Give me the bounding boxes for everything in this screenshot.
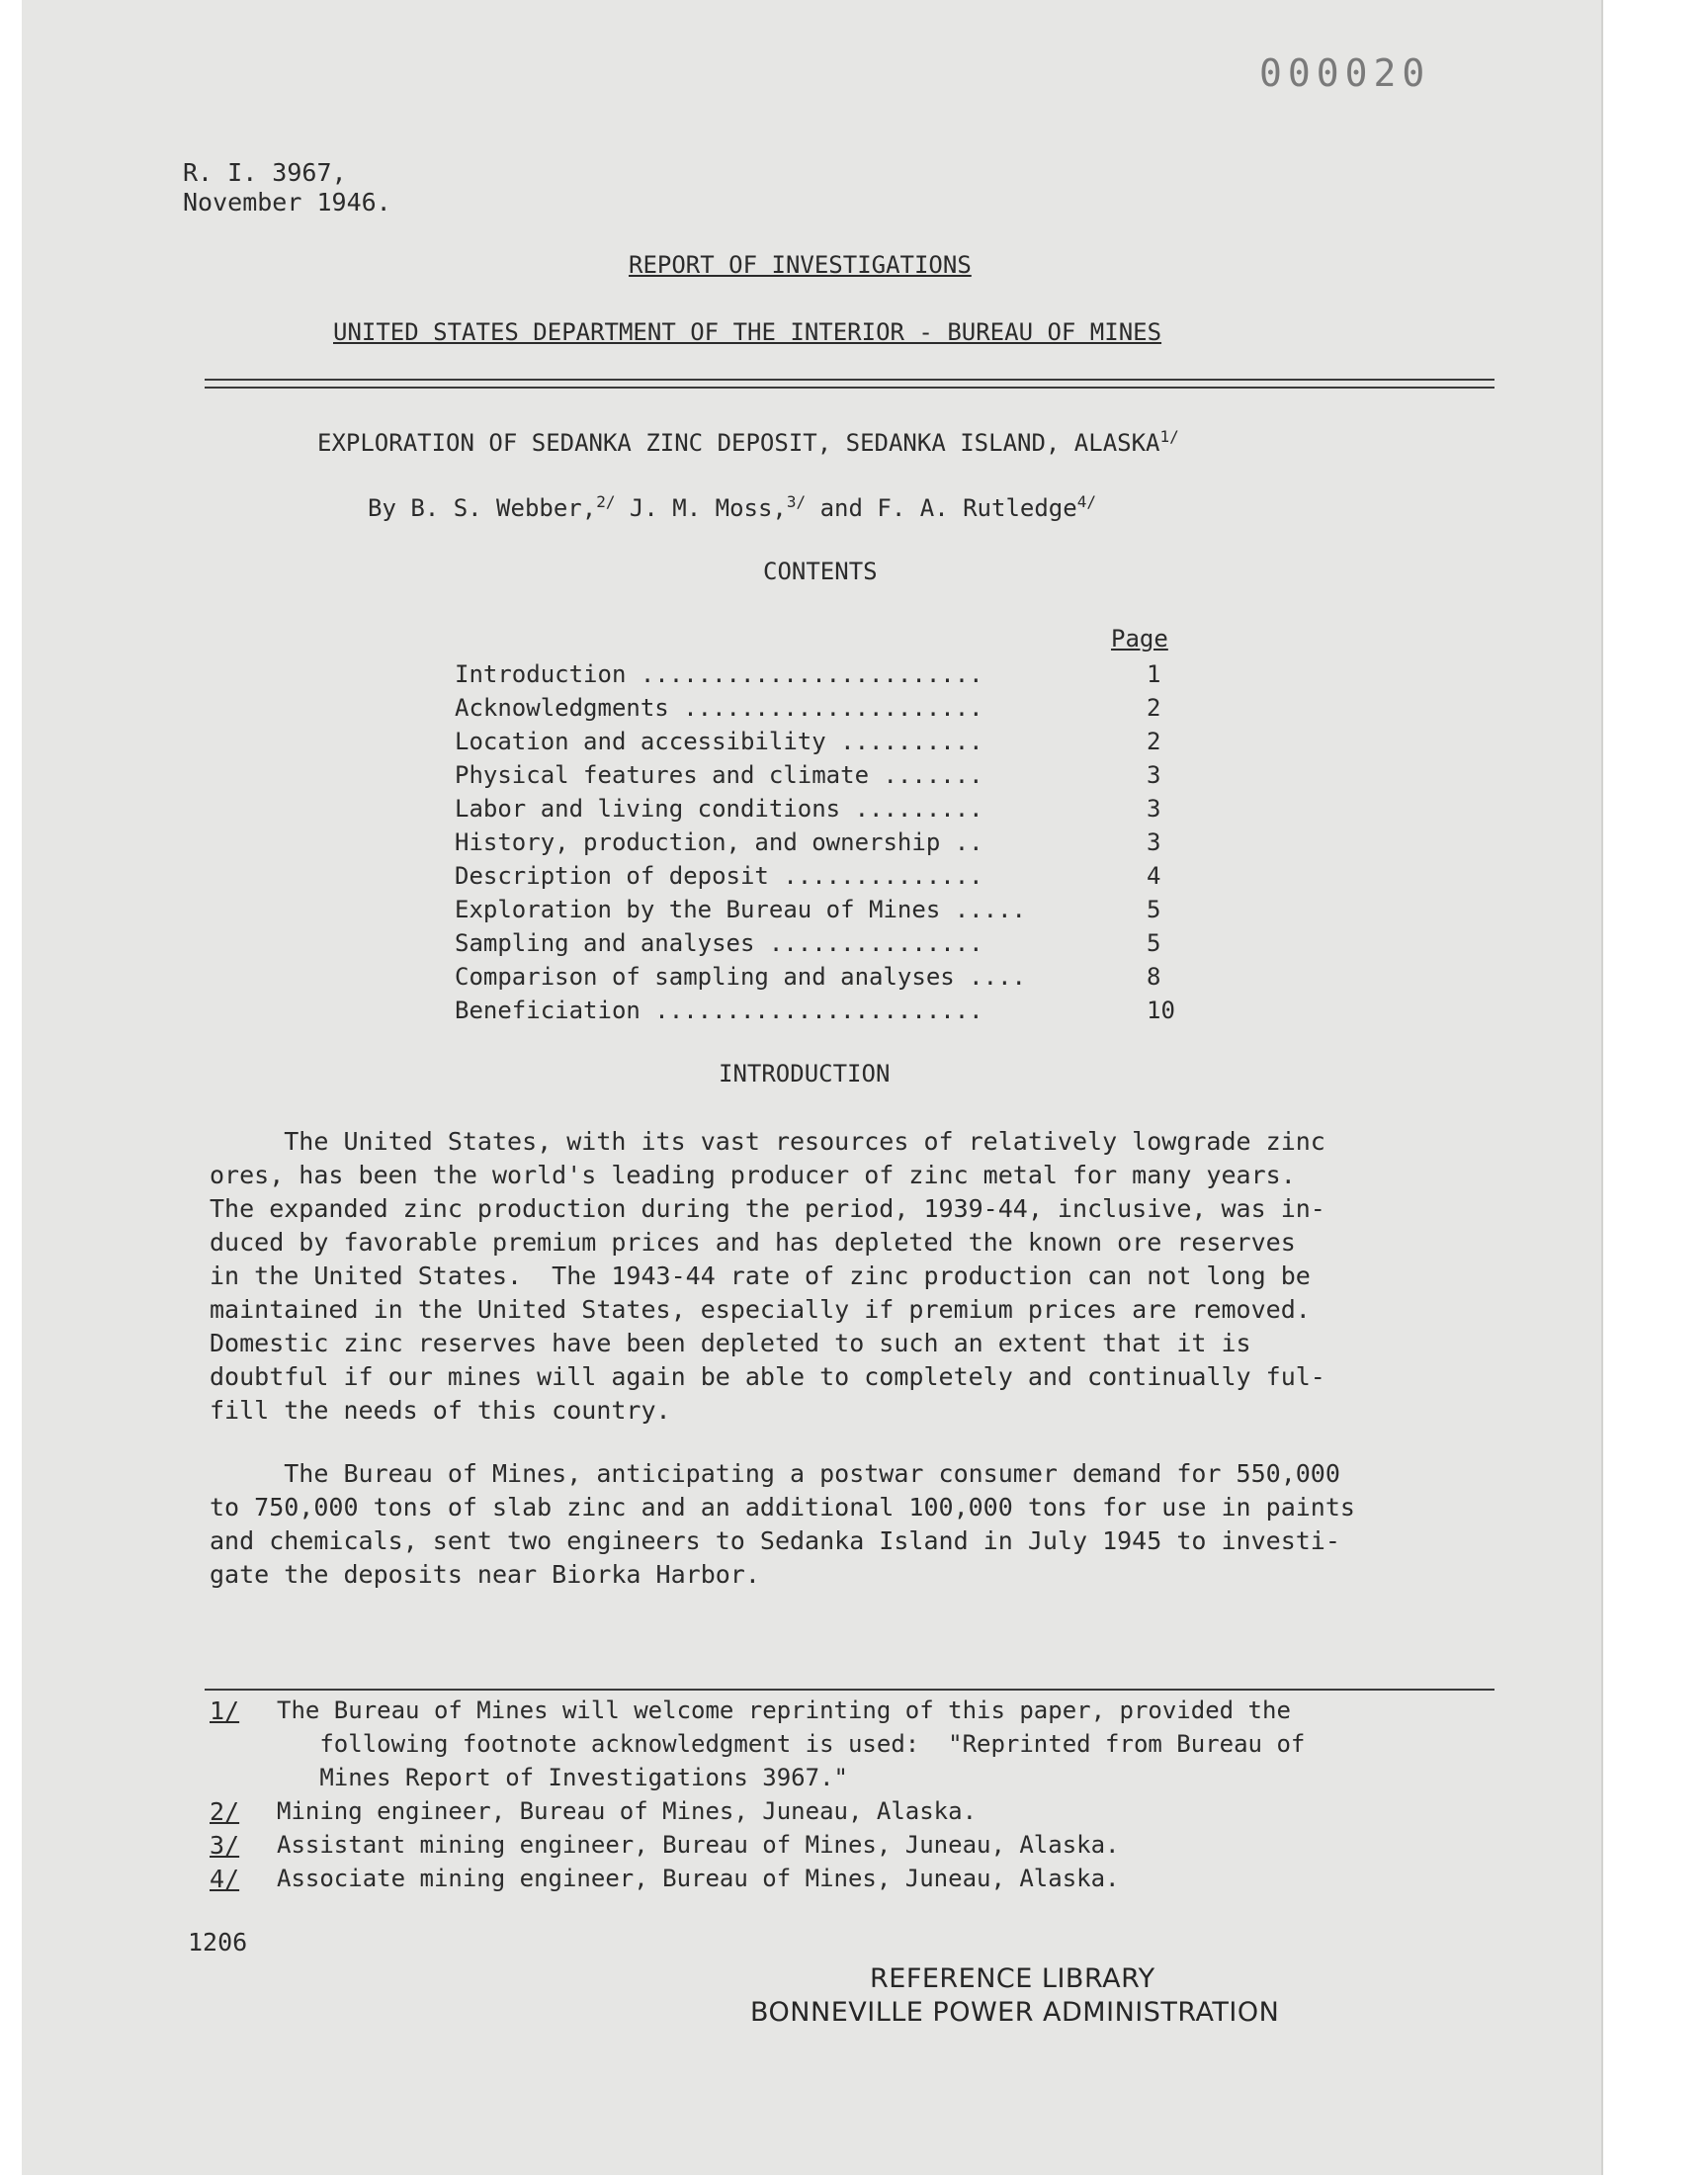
paragraph-line: doubtful if our mines will again be able to completely and continually ful- [210, 1362, 1325, 1391]
contents-entry-page: 2 [1147, 728, 1161, 755]
footnote-line: Assistant mining engineer, Bureau of Mines, Juneau, Alaska. [277, 1831, 1120, 1859]
library-stamp-line-2: BONNEVILLE POWER ADMINISTRATION [750, 1997, 1280, 2028]
contents-heading: CONTENTS [763, 558, 878, 585]
footnote-text [277, 1828, 1120, 1862]
report-title-text: EXPLORATION OF SEDANKA ZINC DEPOSIT, SEDANKA ISLAND, ALASKA [317, 429, 1160, 457]
introduction-heading: INTRODUCTION [719, 1060, 891, 1088]
paragraph-line: The expanded zinc production during the period, 1939-44, inclusive, was in- [210, 1194, 1325, 1223]
contents-entry: Acknowledgments ..................... [455, 694, 983, 722]
report-id: R. I. 3967, [183, 158, 347, 187]
contents-entry-page: 3 [1147, 828, 1161, 856]
contents-entry: Beneficiation ....................... [455, 997, 983, 1024]
report-type-heading: REPORT OF INVESTIGATIONS [629, 251, 972, 279]
contents-entry-page: 10 [1147, 997, 1175, 1024]
contents-entry: Labor and living conditions ......... [455, 795, 983, 823]
footnote-text [277, 1794, 977, 1828]
department-heading: UNITED STATES DEPARTMENT OF THE INTERIOR - BUREAU OF MINES [333, 318, 1162, 346]
report-title [317, 427, 1179, 457]
footnote-line: Associate mining engineer, Bureau of Mines, Juneau, Alaska. [277, 1865, 1120, 1892]
report-date: November 1946. [183, 188, 391, 217]
footnote-line: following footnote acknowledgment is used: "Reprinted from Bureau of [277, 1730, 1306, 1758]
stamp-number: 000020 [1259, 51, 1431, 95]
footnote-text [277, 1694, 1305, 1794]
contents-entry: Comparison of sampling and analyses .... [455, 963, 1026, 991]
title-footnote-ref: 1/ [1159, 427, 1179, 446]
contents-entry-page: 5 [1147, 896, 1161, 923]
paragraph-line: in the United States. The 1943-44 rate of zinc production can not long be [210, 1262, 1311, 1290]
contents-entry: Exploration by the Bureau of Mines ..... [455, 896, 1026, 923]
author-1: B. S. Webber, [410, 494, 597, 522]
library-stamp-line-1: REFERENCE LIBRARY [870, 1963, 1155, 1994]
byline-conjunction: and [819, 494, 863, 522]
document-page [22, 0, 1603, 2175]
author-2-note: 3/ [786, 492, 807, 511]
introduction-paragraph-2 [210, 1457, 1355, 1592]
header-rule-bottom [205, 387, 1494, 389]
header-rule-top [205, 379, 1494, 381]
paragraph-line: to 750,000 tons of slab zinc and an additional 100,000 tons for use in paints [210, 1493, 1355, 1522]
contents-entry: Sampling and analyses ............... [455, 929, 983, 957]
contents-entry-page: 1 [1147, 660, 1161, 688]
footnote-rule [205, 1689, 1494, 1691]
page-code: 1206 [188, 1928, 248, 1957]
paragraph-line: fill the needs of this country. [210, 1396, 671, 1425]
contents-entry: History, production, and ownership .. [455, 828, 983, 856]
footnote-line: Mining engineer, Bureau of Mines, Juneau, Alaska. [277, 1797, 978, 1825]
footnote-marker: 1/ [210, 1696, 240, 1725]
contents-entry-page: 3 [1147, 795, 1161, 823]
author-2: J. M. Moss, [629, 494, 787, 522]
paragraph-line: duced by favorable premium prices and has depleted the known ore reserves [210, 1228, 1296, 1257]
footnote-marker: 2/ [210, 1797, 240, 1826]
footnote-text [277, 1862, 1120, 1895]
footnote-marker: 3/ [210, 1831, 240, 1860]
author-1-note: 2/ [596, 492, 616, 511]
contents-entry-page: 2 [1147, 694, 1161, 722]
paragraph-line: Domestic zinc reserves have been depleted to such an extent that it is [210, 1329, 1251, 1357]
author-3-note: 4/ [1076, 492, 1096, 511]
byline-prefix: By [368, 494, 396, 522]
footnote-line: The Bureau of Mines will welcome reprinting of this paper, provided the [277, 1696, 1291, 1724]
paragraph-line: and chemicals, sent two engineers to Sedanka Island in July 1945 to investi- [210, 1526, 1340, 1555]
contents-entry: Introduction ........................ [455, 660, 983, 688]
introduction-paragraph-1 [210, 1125, 1325, 1428]
footnote-line: Mines Report of Investigations 3967." [277, 1764, 848, 1791]
contents-entry: Location and accessibility .......... [455, 728, 983, 755]
paragraph-line: The Bureau of Mines, anticipating a postwar consumer demand for 550,000 [210, 1459, 1340, 1488]
author-3: F. A. Rutledge [877, 494, 1077, 522]
contents-entry: Physical features and climate ....... [455, 761, 983, 789]
paragraph-line: gate the deposits near Biorka Harbor. [210, 1560, 760, 1589]
paragraph-line: maintained in the United States, especially if premium prices are removed. [210, 1295, 1311, 1324]
contents-entry-page: 8 [1147, 963, 1161, 991]
contents-page-label: Page [1111, 625, 1168, 652]
paragraph-line: ores, has been the world's leading producer of zinc metal for many years. [210, 1161, 1296, 1189]
contents-entry-page: 4 [1147, 862, 1161, 890]
byline [368, 492, 1096, 522]
paragraph-line: The United States, with its vast resources of relatively lowgrade zinc [210, 1127, 1325, 1156]
contents-entry-page: 3 [1147, 761, 1161, 789]
footnote-marker: 4/ [210, 1865, 240, 1893]
contents-entry-page: 5 [1147, 929, 1161, 957]
contents-entry: Description of deposit .............. [455, 862, 983, 890]
